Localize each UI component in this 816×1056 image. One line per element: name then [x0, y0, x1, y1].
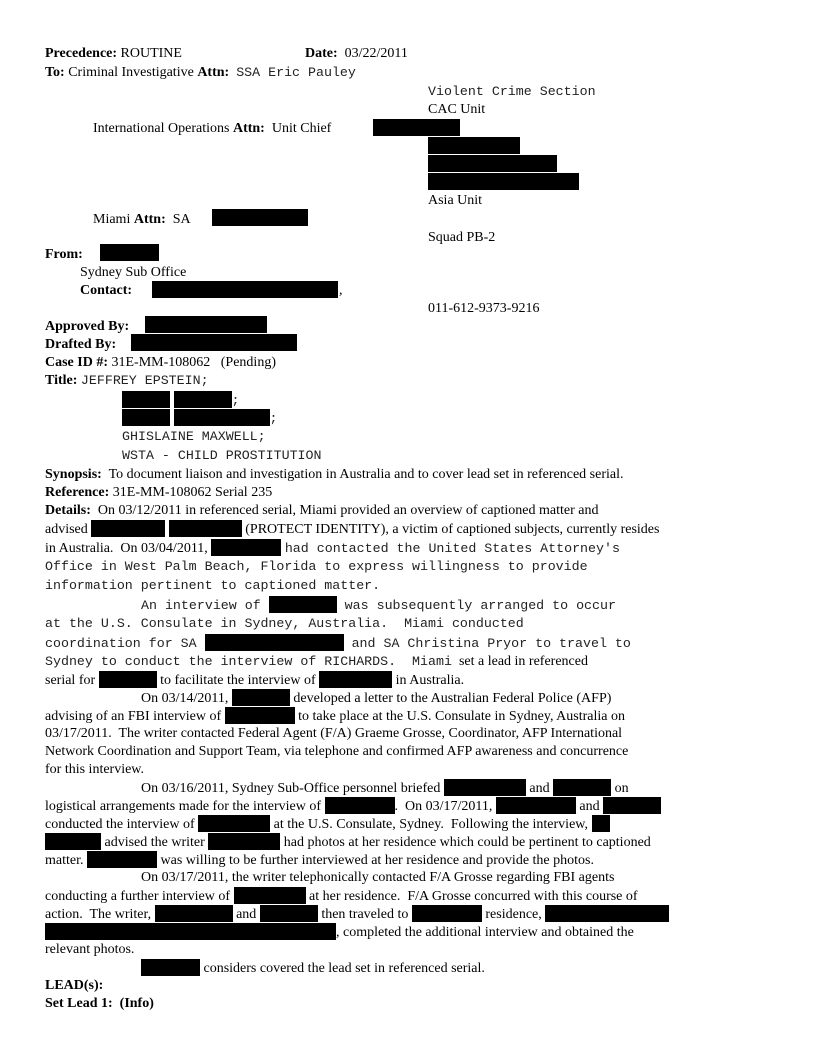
body-text: at her residence. F/A Grosse concurred with this course of — [309, 889, 638, 904]
redaction — [428, 137, 520, 154]
details-line-9 — [45, 653, 588, 671]
redaction — [208, 833, 280, 850]
redaction — [198, 815, 270, 832]
precedence-value: ROUTINE — [120, 46, 182, 61]
drafted-label: Drafted By: — [45, 337, 117, 352]
case-label: Case ID #: — [45, 355, 108, 370]
details-line-15: for this interview. — [45, 762, 145, 777]
title-main: JEFFREY EPSTEIN; — [80, 373, 209, 388]
redaction — [174, 391, 232, 408]
attn-section: Violent Crime Section — [428, 84, 596, 99]
synopsis-label: Synopsis: — [45, 467, 102, 482]
miami-line — [93, 211, 191, 229]
redaction — [373, 119, 460, 136]
contact-comma: , — [339, 283, 343, 298]
body-text: advised — [45, 522, 88, 537]
body-text: considers covered the lead set in referenced serial. — [203, 961, 485, 976]
leads-label: LEAD(s): — [45, 978, 104, 993]
redaction — [122, 391, 170, 408]
to-label: To: — [45, 65, 65, 80]
attn-label-2: Attn: — [232, 121, 265, 136]
redaction — [169, 520, 242, 537]
details-line-18 — [45, 815, 610, 834]
set-lead: Set Lead 1: (Info) — [45, 996, 154, 1011]
details-line-13: 03/17/2011. The writer contacted Federal Agent (F/A) Graeme Grosse, Coordinator, AFP International — [45, 726, 623, 741]
body-text: advising of an FBI interview of — [45, 709, 222, 724]
redaction — [174, 409, 270, 426]
details-line-3 — [45, 539, 620, 558]
attn-name: SSA Eric Pauley — [236, 65, 356, 80]
contact-label: Contact: — [80, 283, 133, 298]
redaction — [212, 209, 308, 226]
details-line-4: Office in West Palm Beach, Florida to express willingness to provide — [45, 559, 588, 574]
body-text: was subsequently arranged to occur — [344, 598, 616, 613]
body-text: on — [614, 781, 629, 796]
details-line-26 — [141, 959, 485, 978]
attn-label: Attn: — [197, 65, 230, 80]
body-text: to facilitate the interview of — [160, 673, 316, 688]
details-line-6 — [141, 596, 616, 615]
redaction — [428, 173, 579, 190]
details-line-19 — [45, 833, 651, 852]
precedence-label: Precedence: — [45, 46, 118, 61]
redaction — [205, 634, 344, 651]
semicolon: ; — [269, 411, 278, 426]
semicolon: ; — [231, 393, 240, 408]
body-text: . On 03/17/2011, — [394, 799, 493, 814]
body-text: set a lead in referenced — [458, 654, 588, 669]
details-line-8 — [45, 634, 631, 653]
redaction — [496, 797, 576, 814]
body-text: had photos at her residence which could be pertinent to captioned — [283, 835, 651, 850]
squad: Squad PB-2 — [428, 230, 496, 245]
synopsis-line — [45, 466, 623, 484]
details-line-22 — [45, 887, 638, 906]
attn-unit: CAC Unit — [428, 102, 486, 117]
body-text: (PROTECT IDENTITY), a victim of captioned subjects, currently resides — [245, 522, 660, 537]
details-line-11 — [141, 689, 611, 708]
body-text: and SA Christina Pryor to travel to — [351, 636, 631, 651]
body-text: and — [529, 781, 550, 796]
body-text: logistical arrangements made for the interview of — [45, 799, 322, 814]
title-wsta: WSTA - CHILD PROSTITUTION — [122, 448, 322, 463]
redaction — [87, 851, 157, 868]
redaction — [545, 905, 669, 922]
redaction — [232, 689, 290, 706]
redaction — [100, 244, 159, 261]
details-line-16 — [141, 779, 629, 798]
to-line — [45, 64, 356, 82]
date-line — [305, 45, 408, 63]
approved-label: Approved By: — [45, 319, 130, 334]
body-text: and — [236, 907, 257, 922]
redaction — [553, 779, 611, 796]
precedence-line — [45, 45, 182, 63]
contact-phone: 011-612-9373-9216 — [428, 301, 540, 316]
details-line-20 — [45, 851, 594, 870]
title-maxwell: GHISLAINE MAXWELL; — [122, 429, 266, 444]
unit-chief: Unit Chief — [271, 121, 332, 136]
body-text: , completed the additional interview and obtained the — [336, 925, 634, 940]
redaction — [234, 887, 306, 904]
body-text: action. The writer, — [45, 907, 152, 922]
body-text: in Australia. — [395, 673, 465, 688]
details-line-25: relevant photos. — [45, 942, 135, 957]
redaction — [325, 797, 395, 814]
body-text: On 03/16/2011, Sydney Sub-Office personnel briefed — [141, 781, 441, 796]
redaction — [260, 905, 318, 922]
miami: Miami — [93, 212, 131, 227]
reference-label: Reference: — [45, 485, 110, 500]
redaction — [45, 923, 336, 940]
body-text: advised the writer — [104, 835, 205, 850]
details-line-23 — [45, 905, 669, 924]
redaction — [155, 905, 233, 922]
attn-label-3: Attn: — [133, 212, 166, 227]
body-text: Sydney to conduct the interview of RICHARDS. Miami — [45, 654, 452, 669]
body-text: in Australia. On 03/04/2011, — [45, 541, 208, 556]
from-office: Sydney Sub Office — [80, 265, 187, 280]
from-label: From: — [45, 247, 83, 262]
body-text: at the U.S. Consulate, Sydney. Following the interview, — [273, 817, 588, 832]
redaction — [211, 539, 281, 556]
date-label: Date: — [305, 46, 338, 61]
title-redacted-2 — [122, 409, 277, 428]
reference-line — [45, 484, 272, 502]
redaction — [603, 797, 661, 814]
redaction — [319, 671, 392, 688]
asia-unit: Asia Unit — [428, 193, 483, 208]
redaction — [412, 905, 482, 922]
redaction — [592, 815, 610, 832]
redaction — [91, 520, 165, 537]
redaction — [269, 596, 337, 613]
details-line-14: Network Coordination and Support Team, via telephone and confirmed AFP awareness and concurrence — [45, 744, 629, 759]
synopsis-value: To document liaison and investigation in Australia and to cover lead set in referenced serial. — [108, 467, 624, 482]
redaction — [145, 316, 267, 333]
details-line-10 — [45, 671, 464, 690]
body-text: coordination for SA — [45, 636, 197, 651]
body-text: On 03/14/2011, — [141, 691, 229, 706]
body-text: conducted the interview of — [45, 817, 195, 832]
date-value: 03/22/2011 — [344, 46, 408, 61]
body-text: to take place at the U.S. Consulate in Sydney, Australia on — [298, 709, 626, 724]
details-line-24 — [45, 923, 634, 942]
details-line-21: On 03/17/2011, the writer telephonically contacted F/A Grosse regarding FBI agents — [141, 870, 615, 885]
body-text: then traveled to — [321, 907, 409, 922]
case-value: 31E-MM-108062 (Pending) — [111, 355, 276, 370]
sa: SA — [172, 212, 191, 227]
reference-value: 31E-MM-108062 Serial 235 — [112, 485, 273, 500]
redaction — [428, 155, 557, 172]
title-label: Title: — [45, 373, 78, 388]
to-value: Criminal Investigative — [68, 65, 194, 80]
details-line-1 — [45, 502, 598, 520]
redaction — [122, 409, 170, 426]
body-text: residence, — [485, 907, 542, 922]
details-line-2 — [45, 520, 659, 539]
title-redacted-1 — [122, 391, 239, 410]
redaction — [225, 707, 295, 724]
body-text: developed a letter to the Australian Federal Police (AFP) — [293, 691, 612, 706]
body-text: was willing to be further interviewed at her residence and provide the photos. — [160, 853, 594, 868]
details-line-5: information pertinent to captioned matter. — [45, 578, 381, 593]
details-line-7: at the U.S. Consulate in Sydney, Australia. Miami conducted — [45, 616, 524, 631]
details-label: Details: — [45, 503, 91, 518]
body-text: On 03/12/2011 in referenced serial, Miami provided an overview of captioned matter and — [97, 503, 599, 518]
redaction — [152, 281, 338, 298]
redaction — [99, 671, 157, 688]
body-text: serial for — [45, 673, 96, 688]
redaction — [444, 779, 526, 796]
body-text: and — [579, 799, 600, 814]
case-line — [45, 354, 276, 372]
intl-ops: International Operations — [93, 121, 230, 136]
redaction — [141, 959, 200, 976]
body-text: matter. — [45, 853, 84, 868]
intl-ops-line — [93, 120, 331, 138]
title-line — [45, 372, 209, 390]
redaction — [45, 833, 101, 850]
body-text: conducting a further interview of — [45, 889, 231, 904]
body-text: An interview of — [141, 598, 261, 613]
details-line-17 — [45, 797, 661, 816]
redaction — [131, 334, 297, 351]
body-text: had contacted the United States Attorney's — [284, 541, 620, 556]
details-line-12 — [45, 707, 625, 726]
